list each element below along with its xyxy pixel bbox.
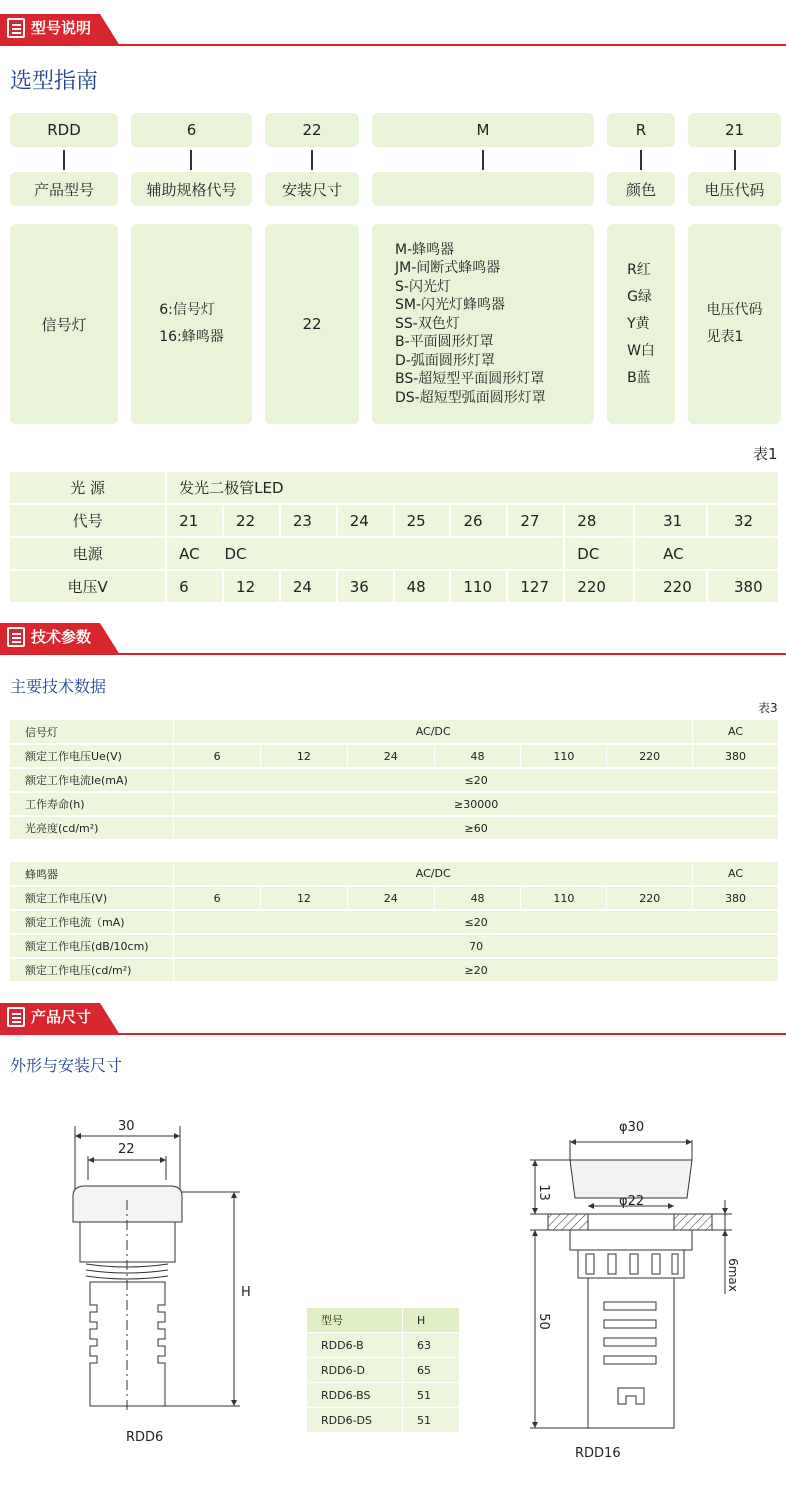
table-cell: 24 [347, 886, 434, 910]
table-cell: 51 [403, 1383, 460, 1408]
table-cell: 48 [434, 886, 521, 910]
connector-line [640, 150, 642, 170]
table-cell: 36 [337, 570, 394, 603]
table-cell: 12 [261, 744, 348, 768]
table-cell: 6 [166, 570, 223, 603]
table-cell: 24 [280, 570, 337, 603]
connector-line [190, 150, 192, 170]
table-cell: 51 [403, 1408, 460, 1433]
section-title: 技术参数 [31, 628, 92, 646]
rdd16-drawing [520, 1110, 750, 1440]
color-item: Y黄 [627, 315, 650, 332]
table-row [9, 504, 779, 537]
document-icon [7, 1007, 25, 1027]
row-header: 电源 [9, 537, 166, 570]
row-header: 额定工作电压(dB/10cm) [10, 934, 174, 958]
table-cell: 23 [280, 504, 337, 537]
code-box: RDD [10, 113, 118, 147]
code-box: 21 [688, 113, 781, 147]
table-cell: 21 [166, 504, 223, 537]
table-cell: 380 [693, 744, 779, 768]
table-cell: 220 [607, 744, 693, 768]
table-row [307, 1333, 460, 1358]
table-cell [166, 537, 564, 570]
desc-color [607, 224, 675, 424]
section-banner-size [0, 1001, 786, 1035]
voltage-code-table [8, 470, 780, 604]
code-box: 22 [265, 113, 359, 147]
table-cell: ≥20 [174, 958, 779, 982]
row-header: 工作寿命(h) [10, 792, 174, 816]
row-header: 额定工作电压(cd/m²) [10, 958, 174, 982]
type-item: BS-超短型平面圆形灯罩 [395, 371, 545, 388]
table-header: 型号 [307, 1308, 403, 1333]
row-header: 信号灯 [10, 720, 174, 744]
table-cell: 发光二极管LED [166, 471, 779, 504]
table-row [10, 886, 779, 910]
type-item: SM-闪光灯蜂鸣器 [395, 297, 506, 314]
table-cell: RDD6-DS [307, 1408, 403, 1433]
tech-title: 主要技术数据 [10, 677, 107, 696]
table-cell: ≤20 [174, 768, 779, 792]
desc-aux [131, 224, 252, 424]
table-cell: 380 [693, 886, 779, 910]
table-row [10, 720, 779, 744]
table-cell: 24 [337, 504, 394, 537]
document-icon [7, 627, 25, 647]
buzzer-spec-table [10, 862, 779, 983]
table-row [307, 1408, 460, 1433]
row-header: 额定工作电压Ue(V) [10, 744, 174, 768]
table-cell: 220 [607, 886, 693, 910]
table-row [307, 1358, 460, 1383]
rdd6-dim-h: H [241, 1285, 251, 1300]
rdd16-dim-6max: 6max [725, 1258, 740, 1292]
table-cell: 24 [347, 744, 434, 768]
table-cell: AC [693, 720, 779, 744]
connector-line [734, 150, 736, 170]
table-cell: AC [693, 862, 779, 886]
label-box: 颜色 [607, 172, 675, 206]
rdd6-drawing [0, 1100, 300, 1460]
table-cell: AC [634, 537, 779, 570]
color-item: G绿 [627, 288, 652, 305]
row-header: 额定工作电流Ie(mA) [10, 768, 174, 792]
type-item: B-平面圆形灯罩 [395, 334, 494, 351]
table-cell: 380 [707, 570, 779, 603]
table-cell: 6 [174, 744, 261, 768]
desc-aux-item: 6:信号灯 [159, 302, 215, 318]
color-item: W白 [627, 342, 655, 359]
table-cell: 12 [223, 570, 280, 603]
lamp-spec-table [10, 720, 779, 841]
desc-product: 信号灯 [10, 224, 118, 424]
row-header: 蜂鸣器 [10, 862, 174, 886]
rdd6-name: RDD6 [126, 1430, 164, 1445]
height-table [306, 1307, 460, 1433]
table-row [10, 744, 779, 768]
table-cell: 28 [564, 504, 634, 537]
table-row [10, 958, 779, 982]
type-item: DS-超短型弧面圆形灯罩 [395, 389, 546, 406]
table-cell: RDD6-B [307, 1333, 403, 1358]
label-box: 电压代码 [688, 172, 781, 206]
table-cell: 22 [223, 504, 280, 537]
table-row [9, 471, 779, 504]
table-cell: AC/DC [174, 862, 693, 886]
row-header: 代号 [9, 504, 166, 537]
table-row [10, 934, 779, 958]
table-cell: 220 [564, 570, 634, 603]
table-cell: 127 [507, 570, 564, 603]
table-cell: 48 [434, 744, 521, 768]
table-cell: ≥30000 [174, 792, 779, 816]
table-cell: ≤20 [174, 910, 779, 934]
table-header: H [403, 1308, 460, 1333]
table-cell: 12 [261, 886, 348, 910]
table-cell: 6 [174, 886, 261, 910]
rdd6-dim-22: 22 [118, 1142, 135, 1157]
table-cell: 110 [521, 886, 607, 910]
type-item: D-弧面圆形灯罩 [395, 352, 495, 369]
guide-title: 选型指南 [10, 69, 99, 94]
row-header: 额定工作电压(V) [10, 886, 174, 910]
table-row [10, 768, 779, 792]
label-box: 安装尺寸 [265, 172, 359, 206]
rdd16-dim-50: 50 [535, 1313, 551, 1330]
table-row [307, 1383, 460, 1408]
color-item: R红 [627, 261, 651, 278]
row-header: 电压V [9, 570, 166, 603]
type-item: JM-间断式蜂鸣器 [395, 260, 501, 277]
table-cell: ≥60 [174, 816, 779, 840]
table-row [9, 570, 779, 603]
type-item: S-闪光灯 [395, 278, 451, 295]
row-header: 额定工作电流（mA) [10, 910, 174, 934]
rdd16-dim-phi22: φ22 [619, 1194, 645, 1209]
power-ac: AC [179, 544, 200, 563]
voltage-item: 见表1 [706, 329, 744, 345]
table-row [9, 537, 779, 570]
code-box: 6 [131, 113, 252, 147]
power-dc: DC [224, 544, 247, 563]
table-cell: 110 [450, 570, 507, 603]
table-cell: 220 [634, 570, 707, 603]
document-icon [7, 18, 25, 38]
section-title: 产品尺寸 [31, 1008, 92, 1026]
type-item: M-蜂鸣器 [395, 241, 455, 258]
rdd16-name: RDD16 [575, 1446, 621, 1461]
desc-voltage [688, 224, 781, 424]
row-header: 光 源 [9, 471, 166, 504]
table-cell: 26 [450, 504, 507, 537]
table-cell: 70 [174, 934, 779, 958]
label-box: 辅助规格代号 [131, 172, 252, 206]
label-box [372, 172, 594, 206]
section-banner-model [0, 12, 786, 46]
section-title: 型号说明 [31, 19, 92, 37]
table1-label: 表1 [753, 445, 778, 463]
table-row [10, 910, 779, 934]
table-cell: AC/DC [174, 720, 693, 744]
code-box: R [607, 113, 675, 147]
table-cell: RDD6-BS [307, 1383, 403, 1408]
voltage-item: 电压代码 [706, 302, 763, 318]
table-cell: 27 [507, 504, 564, 537]
rdd16-dim-phi30: φ30 [619, 1120, 645, 1135]
rdd6-dim-30: 30 [118, 1119, 135, 1134]
table-cell: RDD6-D [307, 1358, 403, 1383]
table-row [10, 816, 779, 840]
section-banner-tech [0, 621, 786, 655]
connector-line [311, 150, 313, 170]
rdd16-dim-13: 13 [535, 1184, 551, 1201]
table-row [10, 862, 779, 886]
table-cell: 110 [521, 744, 607, 768]
desc-type [372, 224, 594, 424]
dims-title: 外形与安装尺寸 [10, 1056, 123, 1075]
table-row [307, 1308, 460, 1333]
connector-line [482, 150, 484, 170]
table-cell: 63 [403, 1333, 460, 1358]
table-cell: 25 [394, 504, 451, 537]
table-cell: 31 [634, 504, 707, 537]
connector-line [63, 150, 65, 170]
table-cell: 32 [707, 504, 779, 537]
table-row [10, 792, 779, 816]
desc-aux-item: 16:蜂鸣器 [159, 329, 224, 345]
table3-label: 表3 [758, 701, 778, 715]
type-item: SS-双色灯 [395, 315, 460, 332]
table-cell: 48 [394, 570, 451, 603]
row-header: 光亮度(cd/m²) [10, 816, 174, 840]
table-cell: DC [564, 537, 634, 570]
label-box: 产品型号 [10, 172, 118, 206]
code-box: M [372, 113, 594, 147]
desc-size: 22 [265, 224, 359, 424]
table-cell: 65 [403, 1358, 460, 1383]
color-item: B蓝 [627, 369, 651, 386]
